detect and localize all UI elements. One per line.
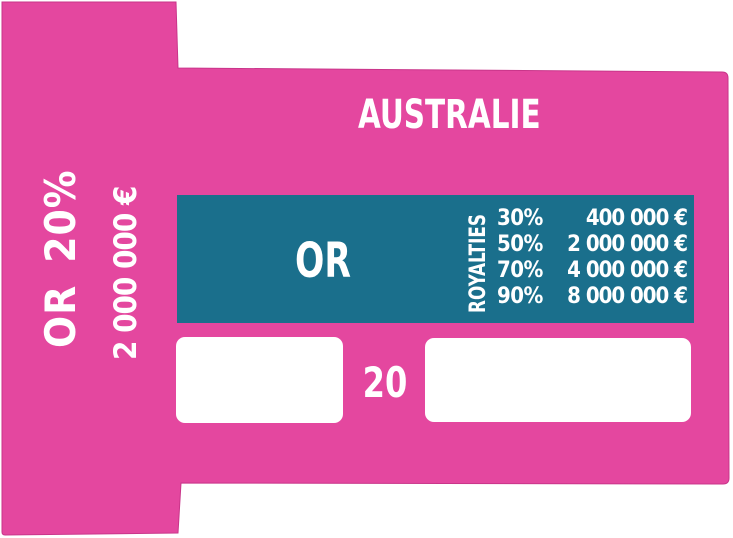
side-amount: 2 000 000 € [108, 186, 144, 360]
royalty-amount: 8 000 000 € [567, 284, 687, 309]
royalty-row [497, 232, 687, 258]
royalty-amount: 4 000 000 € [567, 258, 687, 283]
royalty-percent: 50% [497, 232, 543, 257]
royalty-row [497, 258, 687, 284]
royalties-table [497, 206, 687, 310]
card-slot-right [425, 338, 691, 422]
royalty-amount: 2 000 000 € [567, 232, 687, 257]
royalties-label: ROYALTIES [466, 214, 491, 313]
card-number: 20 [362, 358, 408, 407]
side-resource: OR [36, 284, 85, 348]
royalty-percent: 90% [497, 284, 543, 309]
royalty-percent: 70% [497, 258, 543, 283]
country-title: AUSTRALIE [358, 92, 541, 138]
royalty-amount: 400 000 € [585, 206, 687, 231]
royalty-row [497, 206, 687, 232]
side-percent: 20% [36, 169, 85, 263]
royalty-percent: 30% [497, 206, 543, 231]
side-resource-percent [36, 169, 85, 348]
resource-name: OR [295, 233, 351, 289]
card-slot-left [176, 337, 343, 423]
royalty-row [497, 284, 687, 310]
